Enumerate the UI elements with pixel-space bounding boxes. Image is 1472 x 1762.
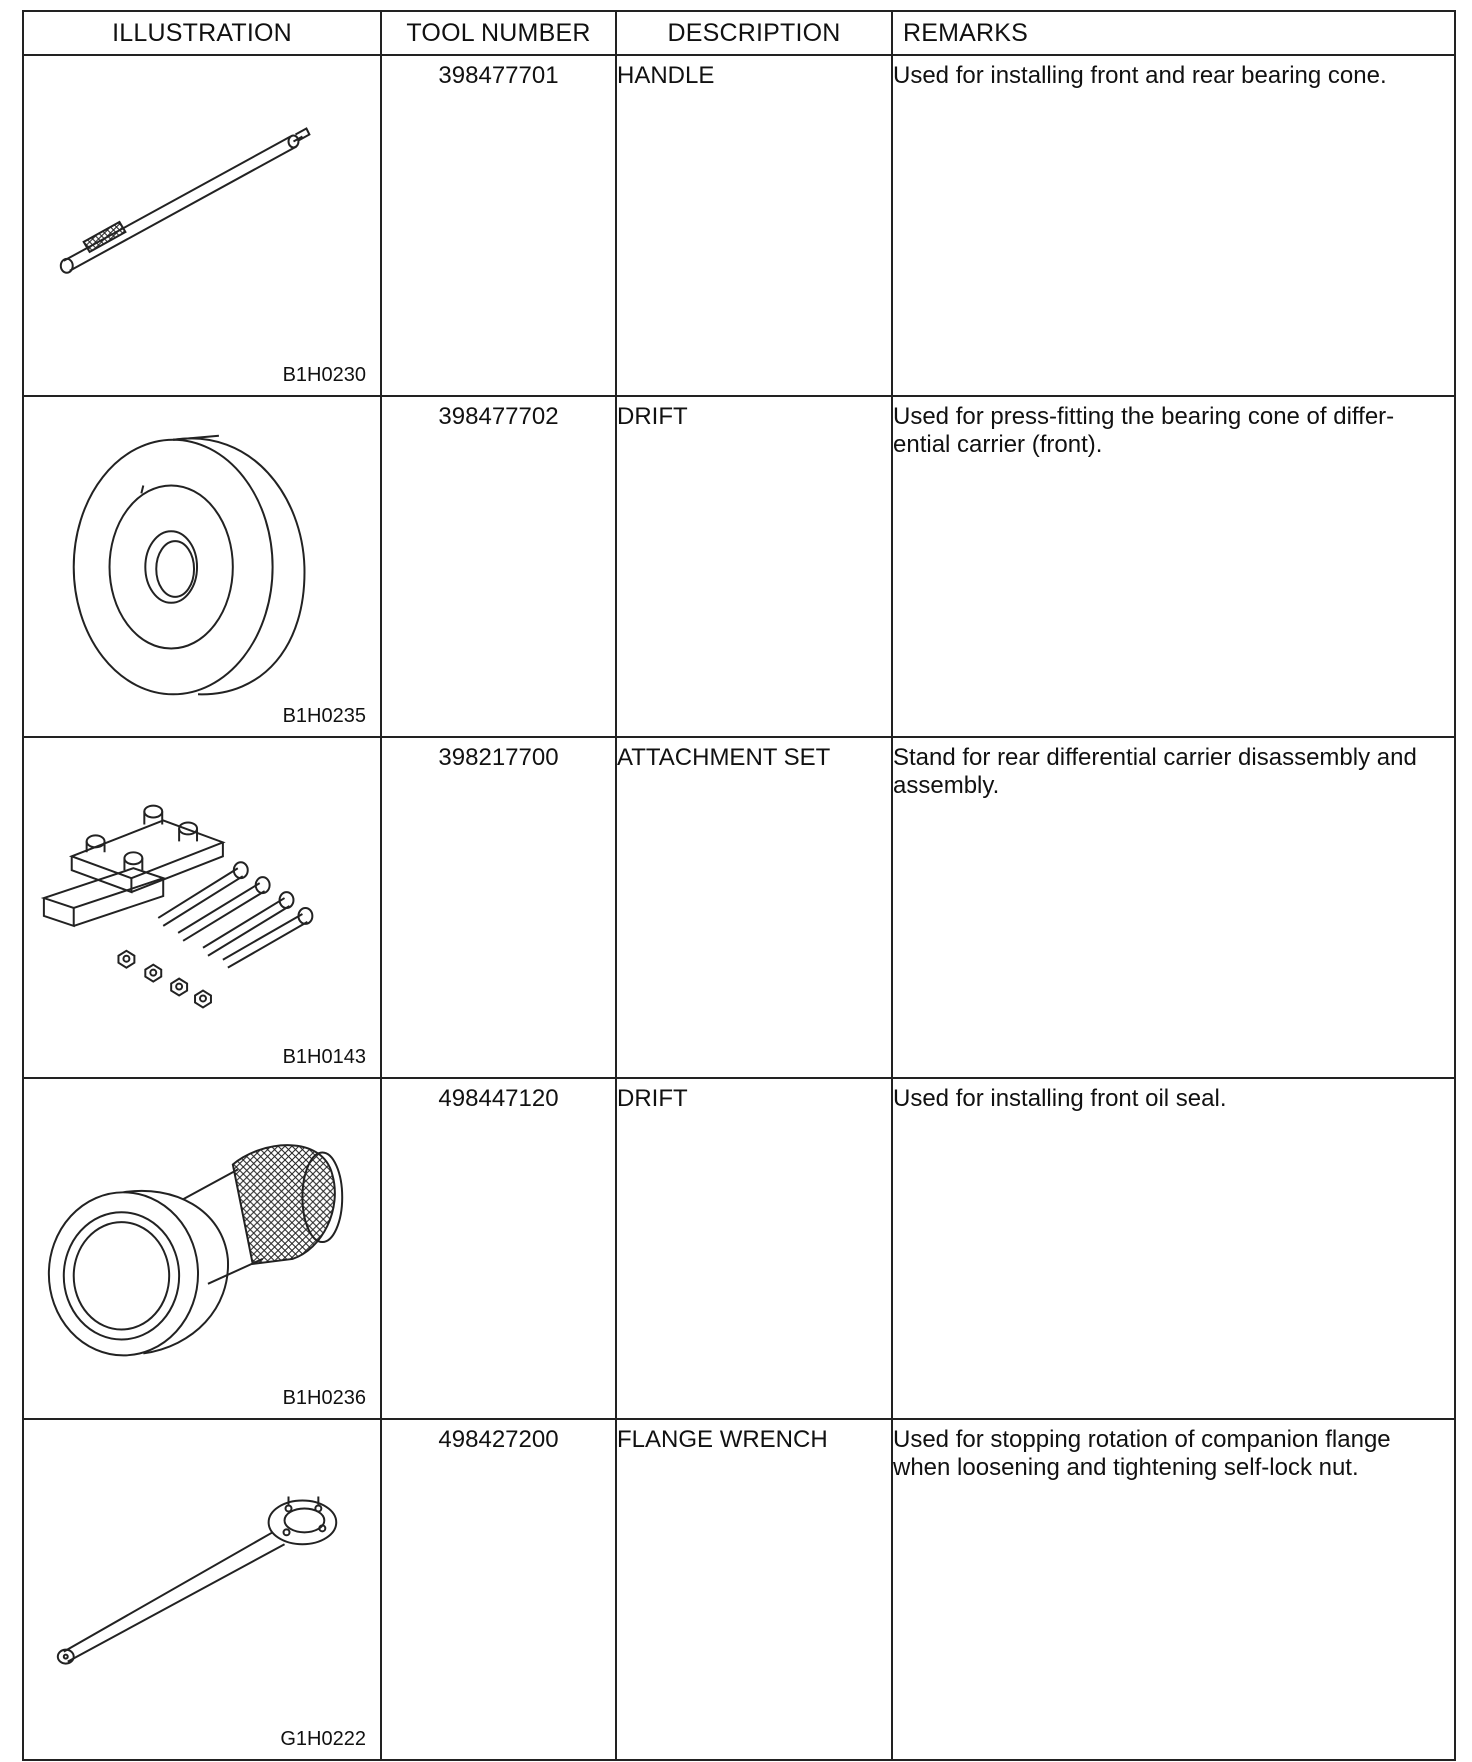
tool-number-header: TOOL NUMBER	[381, 11, 616, 55]
header-row	[23, 11, 1455, 55]
table-row	[23, 1078, 1455, 1419]
special-tools-table	[22, 10, 1456, 1761]
remarks: Used for installing front oil seal.	[893, 1085, 1227, 1112]
handle-tool-icon	[24, 56, 380, 395]
illustration-cell	[23, 737, 381, 1078]
table-row	[23, 396, 1455, 737]
tool-number-cell	[381, 1419, 616, 1760]
remarks-cell	[892, 1419, 1455, 1760]
remarks: Stand for rear differential carrier disassembly and assembly.	[893, 744, 1417, 799]
description: DRIFT	[617, 403, 688, 430]
tool-number: 398477702	[438, 403, 559, 430]
drift-seal-icon	[24, 1079, 380, 1418]
illustration-cell	[23, 55, 381, 396]
illustration-cell	[23, 1419, 381, 1760]
attachment-set-icon	[24, 738, 380, 1077]
description-header: DESCRIPTION	[616, 11, 892, 55]
drift-ring-icon	[24, 397, 380, 736]
illustration-code: G1H0222	[280, 1728, 366, 1750]
tool-number: 398477701	[438, 62, 559, 89]
illustration-cell	[23, 396, 381, 737]
tool-number: 498447120	[438, 1085, 559, 1112]
tool-number-cell	[381, 55, 616, 396]
remarks-cell	[892, 396, 1455, 737]
remarks: Used for press-fitting the bearing cone of differ- ential carrier (front).	[893, 403, 1395, 458]
remarks-cell	[892, 1078, 1455, 1419]
remarks: Used for stopping rotation of companion flange when loosening and tightening self-lock nut.	[893, 1426, 1391, 1481]
description-cell	[616, 55, 892, 396]
description: DRIFT	[617, 1085, 688, 1112]
description: FLANGE WRENCH	[617, 1426, 828, 1453]
remarks-cell	[892, 737, 1455, 1078]
illustration-cell	[23, 1078, 381, 1419]
description: ATTACHMENT SET	[617, 744, 831, 771]
description: HANDLE	[617, 62, 715, 89]
illustration-code: B1H0235	[282, 705, 366, 727]
illustration-header: ILLUSTRATION	[23, 11, 381, 55]
table-row	[23, 1419, 1455, 1760]
tool-number-cell	[381, 737, 616, 1078]
description-cell	[616, 396, 892, 737]
remarks-cell	[892, 55, 1455, 396]
table-row	[23, 55, 1455, 396]
illustration-code: B1H0230	[282, 364, 366, 386]
tool-number: 398217700	[438, 744, 559, 771]
remarks: Used for installing front and rear bearing cone.	[893, 62, 1387, 89]
tool-number: 498427200	[438, 1426, 559, 1453]
tool-number-cell	[381, 1078, 616, 1419]
illustration-code: B1H0236	[282, 1387, 366, 1409]
description-cell	[616, 737, 892, 1078]
remarks-header: REMARKS	[892, 11, 1455, 55]
illustration-code: B1H0143	[282, 1046, 366, 1068]
tool-number-cell	[381, 396, 616, 737]
description-cell	[616, 1078, 892, 1419]
description-cell	[616, 1419, 892, 1760]
flange-wrench-icon	[24, 1420, 380, 1759]
table-row	[23, 737, 1455, 1078]
